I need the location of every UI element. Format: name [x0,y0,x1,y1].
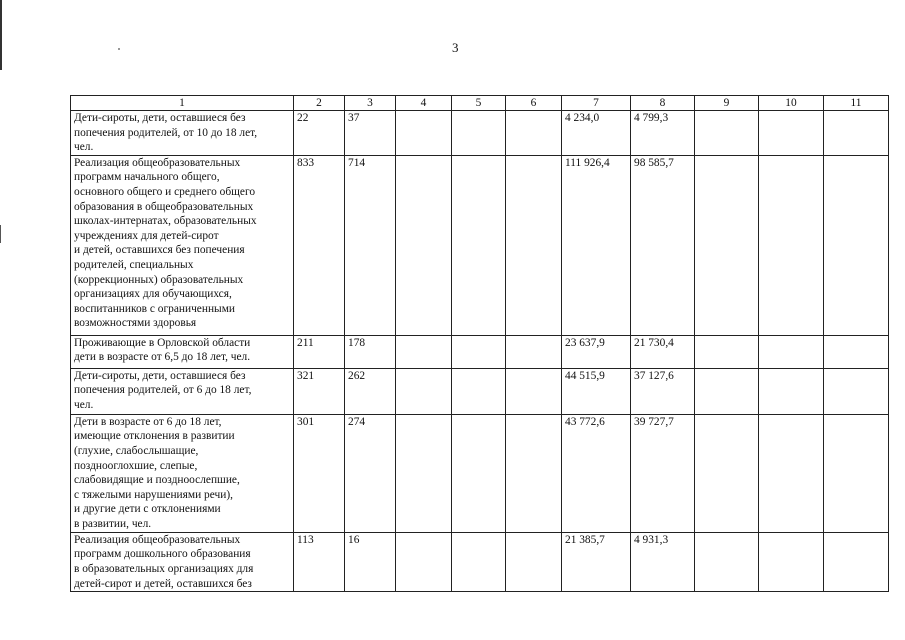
table-cell-col-10 [759,414,824,532]
table-cell-col-5 [452,155,506,335]
table-cell-col-10 [759,335,824,368]
column-header: 9 [695,96,759,111]
table-row [71,368,889,414]
table-cell-col-9 [695,414,759,532]
table-cell-col-7: 111 926,4 [562,155,631,335]
scan-edge-mark [0,0,2,70]
table-cell-col-9 [695,368,759,414]
table-cell-col-3: 714 [345,155,396,335]
table-row [71,414,889,532]
table-cell-col-2: 301 [294,414,345,532]
table-cell-col-6 [506,414,562,532]
table-cell-col-10 [759,368,824,414]
table-cell-col-11 [824,155,889,335]
table-cell-col-6 [506,532,562,591]
table-cell-col-2: 113 [294,532,345,591]
table-cell-col-11 [824,532,889,591]
table-cell-col-4 [396,155,452,335]
table-cell-col-2: 321 [294,368,345,414]
row-description-cell: Реализация общеобразовательных программ дошкольного образования в образовательных организациях для детей-сирот и детей, оставшихся без [71,532,294,591]
table-cell-col-9 [695,155,759,335]
column-header: 3 [345,96,396,111]
table-cell-col-6 [506,111,562,156]
table-cell-col-11 [824,111,889,156]
table-cell-col-7: 43 772,6 [562,414,631,532]
table-cell-col-3: 262 [345,368,396,414]
column-header: 7 [562,96,631,111]
table-cell-col-8: 4 799,3 [631,111,695,156]
table-cell-col-10 [759,111,824,156]
table-cell-col-5 [452,335,506,368]
row-description-cell: Дети-сироты, дети, оставшиеся без попечения родителей, от 6 до 18 лет, чел. [71,368,294,414]
table-cell-col-4 [396,414,452,532]
table-cell-col-6 [506,335,562,368]
row-description-cell: Дети в возрасте от 6 до 18 лет, имеющие отклонения в развитии (глухие, слабослышащие, позднооглохшие, слепые, слабовидящие и поздноослепшие, с тяжелыми нарушениями речи), и другие дети с отклонениями в развитии, чел. [71,414,294,532]
row-description-cell: Проживающие в Орловской области дети в возрасте от 6,5 до 18 лет, чел. [71,335,294,368]
table-cell-col-2: 211 [294,335,345,368]
table-cell-col-9 [695,532,759,591]
table-cell-col-8: 98 585,7 [631,155,695,335]
row-description-cell: Дети-сироты, дети, оставшиеся без попечения родителей, от 10 до 18 лет, чел. [71,111,294,156]
scan-speck [118,48,120,50]
table-cell-col-8: 39 727,7 [631,414,695,532]
column-header: 6 [506,96,562,111]
data-table [70,95,889,592]
table-cell-col-2: 22 [294,111,345,156]
table-cell-col-4 [396,368,452,414]
table-cell-col-3: 274 [345,414,396,532]
table-cell-col-3: 37 [345,111,396,156]
table-cell-col-6 [506,155,562,335]
table-row [71,155,889,335]
table-row [71,335,889,368]
table-cell-col-9 [695,111,759,156]
table-cell-col-8: 37 127,6 [631,368,695,414]
table-cell-col-10 [759,532,824,591]
column-header: 8 [631,96,695,111]
table-cell-col-3: 178 [345,335,396,368]
table-cell-col-4 [396,111,452,156]
table-cell-col-2: 833 [294,155,345,335]
table-cell-col-7: 23 637,9 [562,335,631,368]
table-cell-col-7: 4 234,0 [562,111,631,156]
table-cell-col-10 [759,155,824,335]
scan-edge-mark [0,225,1,243]
table-cell-col-4 [396,532,452,591]
page-number: 3 [452,40,459,55]
column-header: 10 [759,96,824,111]
table-cell-col-11 [824,414,889,532]
table-header-row [71,96,889,111]
table-cell-col-7: 21 385,7 [562,532,631,591]
column-header: 4 [396,96,452,111]
column-header: 1 [71,96,294,111]
table-cell-col-11 [824,368,889,414]
table-row [71,532,889,591]
table-cell-col-6 [506,368,562,414]
table-cell-col-8: 21 730,4 [631,335,695,368]
column-header: 5 [452,96,506,111]
table-cell-col-9 [695,335,759,368]
table-cell-col-4 [396,335,452,368]
table-cell-col-7: 44 515,9 [562,368,631,414]
table-cell-col-5 [452,368,506,414]
table-cell-col-11 [824,335,889,368]
table-cell-col-5 [452,414,506,532]
column-header: 11 [824,96,889,111]
table-row [71,111,889,156]
row-description-cell: Реализация общеобразовательных программ начального общего, основного общего и среднего общего образования в общеобразовательных школах-интернатах, образовательных учреждениях для детей-сирот и детей, оставшихся без попечения родителей, специальных (коррекционных) образовательных организациях для обучающихся, воспитанников с ограниченными возможностями здоровья [71,155,294,335]
table-cell-col-5 [452,111,506,156]
column-header: 2 [294,96,345,111]
table-cell-col-3: 16 [345,532,396,591]
table-cell-col-8: 4 931,3 [631,532,695,591]
table-cell-col-5 [452,532,506,591]
